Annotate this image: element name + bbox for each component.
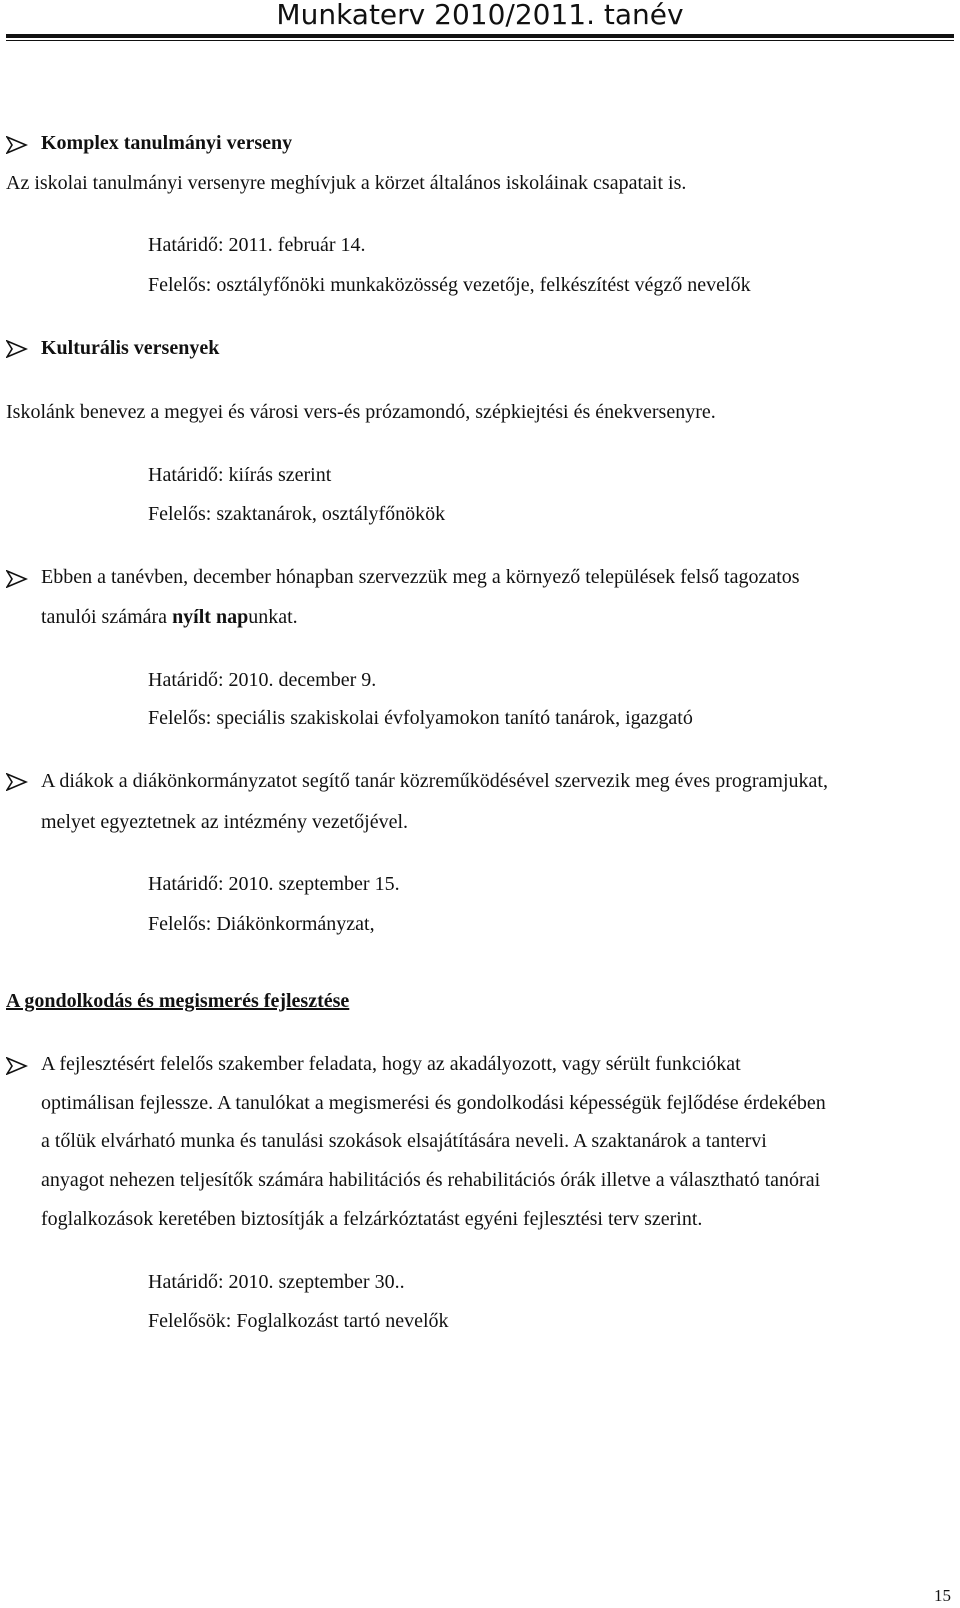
open-day-line-1: Ebben a tanévben, december hónapban szervezzük meg a környező települések felső tagozatos xyxy=(41,566,800,588)
open-day-line-2: tanulói számára nyílt napunkat. xyxy=(41,606,298,628)
page-header-title: Munkaterv 2010/2011. tanév xyxy=(276,0,684,31)
cognition-line: A fejlesztésért felelős szakember feladata, hogy az akadályozott, vagy sérült funkciókat xyxy=(41,1053,741,1075)
student-gov-deadline: Határidő: 2010. szeptember 15. xyxy=(148,873,400,895)
page-number: 15 xyxy=(934,1586,951,1605)
complex-responsible: Felelős: osztályfőnöki munkaközösség vezetője, felkészítést végző nevelők xyxy=(148,274,751,296)
arrow-bullet-icon xyxy=(6,136,28,154)
cognition-deadline: Határidő: 2010. szeptember 30.. xyxy=(148,1271,405,1293)
cultural-description: Iskolánk benevez a megyei és városi vers-és prózamondó, szépkiejtési és énekversenyre. xyxy=(6,401,716,423)
arrow-bullet-icon xyxy=(6,570,28,588)
student-gov-line-1: A diákok a diákönkormányzatot segítő tanár közreműködésével szervezik meg éves programjukat, xyxy=(41,770,828,792)
cognition-responsible: Felelősök: Foglalkozást tartó nevelők xyxy=(148,1310,449,1332)
header-rule xyxy=(6,34,954,38)
cognition-line: optimálisan fejlessze. A tanulókat a megismerési és gondolkodási képességük fejlődése érdekében xyxy=(41,1092,826,1114)
header-rule-thin xyxy=(6,40,954,41)
open-day-deadline: Határidő: 2010. december 9. xyxy=(148,669,377,691)
section-heading-complex: Komplex tanulmányi verseny xyxy=(41,132,293,154)
cognition-line: a tőlük elvárható munka és tanulási szokások elsajátítására neveli. A szaktanárok a tantervi xyxy=(41,1130,767,1152)
cultural-deadline: Határidő: kiírás szerint xyxy=(148,464,332,486)
complex-description: Az iskolai tanulmányi versenyre meghívjuk a körzet általános iskoláinak csapatait is. xyxy=(6,172,687,194)
arrow-bullet-icon xyxy=(6,340,28,358)
section-heading-cultural: Kulturális versenyek xyxy=(41,337,220,359)
student-gov-line-2: melyet egyeztetnek az intézmény vezetőjével. xyxy=(41,811,409,833)
open-day-responsible: Felelős: speciális szakiskolai évfolyamokon tanító tanárok, igazgató xyxy=(148,707,693,729)
open-day-bold: nyílt nap xyxy=(172,606,249,628)
section-title-cognition: A gondolkodás és megismerés fejlesztése xyxy=(6,990,350,1012)
arrow-bullet-icon xyxy=(6,1057,28,1075)
cognition-line: anyagot nehezen teljesítők számára habilitációs és rehabilitációs órák illetve a választható tanórai xyxy=(41,1169,821,1191)
cognition-line: foglalkozások keretében biztosítják a felzárkóztatást egyéni fejlesztési terv szerint. xyxy=(41,1208,703,1230)
complex-deadline: Határidő: 2011. február 14. xyxy=(148,234,366,256)
student-gov-responsible: Felelős: Diákönkormányzat, xyxy=(148,913,375,935)
cultural-responsible: Felelős: szaktanárok, osztályfőnökök xyxy=(148,503,446,525)
arrow-bullet-icon xyxy=(6,773,28,791)
